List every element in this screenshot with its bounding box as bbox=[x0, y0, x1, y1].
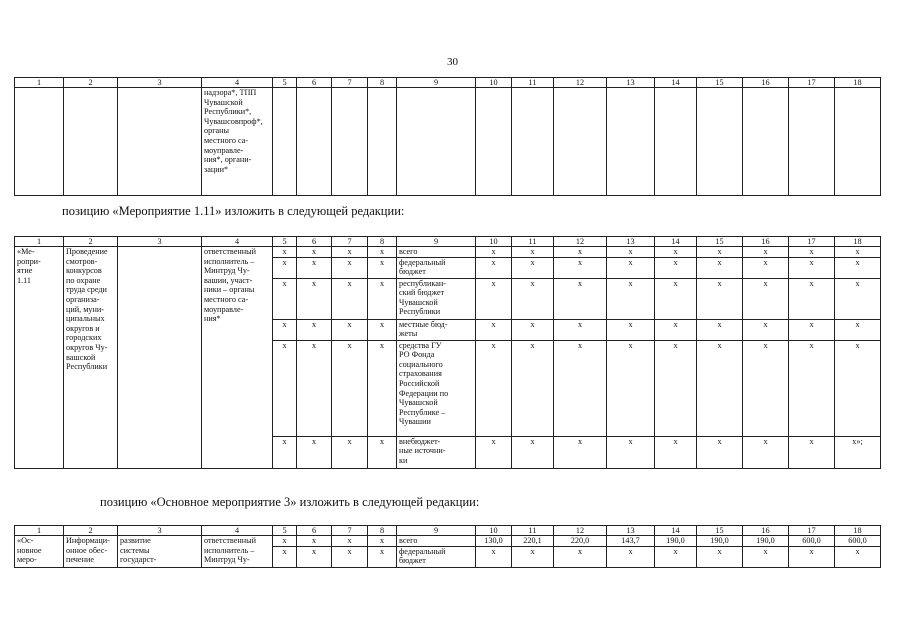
column-number: 5 bbox=[273, 237, 297, 247]
funding-source-cell: федеральный бюджет bbox=[397, 257, 476, 278]
value-cell: x bbox=[835, 247, 881, 258]
table-row bbox=[15, 88, 881, 196]
measure-name-cell: Проведение смотров- конкурсов по охране труда среди организа- ций, муни- ципальных округов и городских округов Чу- вашской Республики bbox=[64, 247, 118, 469]
instruction-text: позицию «Основное мероприятие 3» изложить в следующей редакции: bbox=[100, 495, 480, 509]
executor-cell: ответственный исполнитель – Минтруд Чу- вашии, участ- ники – органы местного са- моуправле- ния* bbox=[202, 247, 273, 469]
measure-code-cell: «Ос- новное меро- bbox=[15, 536, 64, 568]
column-number: 14 bbox=[655, 78, 697, 88]
header-row bbox=[15, 526, 881, 536]
value-cell: x bbox=[368, 247, 397, 258]
column-number: 8 bbox=[368, 237, 397, 247]
value-cell: x bbox=[273, 546, 297, 567]
value-cell: x bbox=[476, 257, 512, 278]
value-cell: x bbox=[607, 278, 655, 319]
value-cell: x bbox=[697, 257, 743, 278]
value-cell: x bbox=[835, 257, 881, 278]
value-cell: x bbox=[789, 257, 835, 278]
value-cell: x bbox=[368, 257, 397, 278]
value-cell: 130,0 bbox=[476, 536, 512, 547]
column-number: 17 bbox=[789, 526, 835, 536]
column-number: 13 bbox=[607, 526, 655, 536]
column-number: 11 bbox=[512, 237, 554, 247]
value-cell: x bbox=[512, 247, 554, 258]
value-cell: x bbox=[297, 319, 332, 340]
value-cell: x bbox=[476, 319, 512, 340]
value-cell: x bbox=[476, 546, 512, 567]
value-cell: x bbox=[554, 257, 607, 278]
column-number: 8 bbox=[368, 526, 397, 536]
column-number: 7 bbox=[332, 78, 368, 88]
column-number: 18 bbox=[835, 78, 881, 88]
value-cell: x bbox=[835, 319, 881, 340]
value-cell: x bbox=[273, 278, 297, 319]
value-cell: x bbox=[554, 247, 607, 258]
column-number: 4 bbox=[202, 78, 273, 88]
value-cell: x bbox=[607, 319, 655, 340]
column-number: 2 bbox=[64, 526, 118, 536]
value-cell: 190,0 bbox=[697, 536, 743, 547]
value-cell: x bbox=[297, 546, 332, 567]
value-cell: x bbox=[512, 257, 554, 278]
value-cell: x bbox=[743, 436, 789, 468]
column-number: 2 bbox=[64, 78, 118, 88]
value-cell: x bbox=[332, 340, 368, 436]
value-cell: x bbox=[332, 536, 368, 547]
value-cell: x bbox=[789, 247, 835, 258]
column-number: 17 bbox=[789, 78, 835, 88]
value-cell: x bbox=[512, 340, 554, 436]
value-cell: x bbox=[789, 546, 835, 567]
column-number: 17 bbox=[789, 237, 835, 247]
value-cell: x bbox=[835, 278, 881, 319]
participants-cell: надзора*, ТПП Чувашской Республики*, Чувашсовпроф*, органы местного са- моуправле- ния*, органи- зации* bbox=[202, 88, 273, 196]
value-cell: x bbox=[476, 247, 512, 258]
value-cell: x bbox=[476, 436, 512, 468]
value-cell: x bbox=[332, 546, 368, 567]
column-number: 14 bbox=[655, 526, 697, 536]
measure-code-cell: «Ме- ропри- ятие 1.11 bbox=[15, 247, 64, 469]
value-cell: x bbox=[368, 340, 397, 436]
column-number: 5 bbox=[273, 78, 297, 88]
value-cell: x bbox=[655, 319, 697, 340]
value-cell: x bbox=[655, 436, 697, 468]
column-number: 6 bbox=[297, 78, 332, 88]
value-cell: x bbox=[332, 247, 368, 258]
value-cell: x bbox=[789, 278, 835, 319]
value-cell: x bbox=[297, 247, 332, 258]
value-cell: x bbox=[512, 319, 554, 340]
value-cell: x bbox=[273, 319, 297, 340]
value-cell: x bbox=[332, 257, 368, 278]
value-cell: x bbox=[273, 536, 297, 547]
value-cell: x bbox=[743, 546, 789, 567]
value-cell: x bbox=[655, 340, 697, 436]
column-number: 16 bbox=[743, 237, 789, 247]
column-number: 18 bbox=[835, 237, 881, 247]
value-cell: x bbox=[655, 546, 697, 567]
value-cell: 600,0 bbox=[835, 536, 881, 547]
value-cell: x bbox=[607, 546, 655, 567]
column-number: 8 bbox=[368, 78, 397, 88]
value-cell: x bbox=[607, 340, 655, 436]
column-number: 3 bbox=[118, 526, 202, 536]
value-cell: x bbox=[297, 340, 332, 436]
value-cell: x bbox=[332, 319, 368, 340]
value-cell: x bbox=[297, 436, 332, 468]
funding-source-cell: местные бюд- жеты bbox=[397, 319, 476, 340]
value-cell: x bbox=[743, 340, 789, 436]
value-cell: x bbox=[835, 340, 881, 436]
value-cell: x bbox=[368, 536, 397, 547]
column-number: 1 bbox=[15, 78, 64, 88]
column-number: 4 bbox=[202, 237, 273, 247]
column-number: 5 bbox=[273, 526, 297, 536]
table-row bbox=[15, 247, 881, 258]
value-cell: x bbox=[697, 278, 743, 319]
table-main-measure-3 bbox=[14, 525, 881, 568]
value-cell: x bbox=[554, 278, 607, 319]
value-cell: x bbox=[512, 278, 554, 319]
column-number: 10 bbox=[476, 237, 512, 247]
value-cell: x bbox=[332, 278, 368, 319]
value-cell: x bbox=[554, 546, 607, 567]
value-cell: 190,0 bbox=[743, 536, 789, 547]
value-cell: x bbox=[697, 546, 743, 567]
column-number: 9 bbox=[397, 237, 476, 247]
goal-cell: развитие системы государст- bbox=[118, 536, 202, 568]
value-cell: x bbox=[273, 436, 297, 468]
value-cell: x bbox=[332, 436, 368, 468]
value-cell: x bbox=[835, 546, 881, 567]
column-number: 14 bbox=[655, 237, 697, 247]
column-number: 12 bbox=[554, 237, 607, 247]
column-number: 2 bbox=[64, 237, 118, 247]
value-cell: x bbox=[297, 536, 332, 547]
value-cell: 220,0 bbox=[554, 536, 607, 547]
table-continuation bbox=[14, 77, 881, 196]
value-cell: x bbox=[789, 319, 835, 340]
funding-source-cell: средства ГУ РО Фонда социального страхования Российской Федерации по Чувашской Республике – Чувашии bbox=[397, 340, 476, 436]
header-row bbox=[15, 237, 881, 247]
column-number: 3 bbox=[118, 78, 202, 88]
value-cell: x bbox=[789, 340, 835, 436]
value-cell: x bbox=[607, 436, 655, 468]
column-number: 12 bbox=[554, 526, 607, 536]
column-number: 18 bbox=[835, 526, 881, 536]
column-number: 16 bbox=[743, 78, 789, 88]
funding-source-cell: всего bbox=[397, 536, 476, 547]
page-number: 30 bbox=[447, 56, 458, 68]
value-cell: 143,7 bbox=[607, 536, 655, 547]
value-cell: x bbox=[655, 278, 697, 319]
funding-source-cell: внебюджет- ные источни- ки bbox=[397, 436, 476, 468]
value-cell: x bbox=[655, 257, 697, 278]
column-number: 7 bbox=[332, 526, 368, 536]
value-cell: x bbox=[607, 257, 655, 278]
value-cell: x bbox=[273, 340, 297, 436]
column-number: 6 bbox=[297, 237, 332, 247]
column-number: 10 bbox=[476, 78, 512, 88]
column-number: 4 bbox=[202, 526, 273, 536]
column-number: 1 bbox=[15, 526, 64, 536]
column-number: 7 bbox=[332, 237, 368, 247]
value-cell: x bbox=[697, 247, 743, 258]
value-cell: x bbox=[554, 340, 607, 436]
funding-source-cell: республикан- ский бюджет Чувашской Республики bbox=[397, 278, 476, 319]
header-row bbox=[15, 78, 881, 88]
value-cell: x bbox=[743, 257, 789, 278]
value-cell: x bbox=[368, 436, 397, 468]
funding-source-cell: федеральный бюджет bbox=[397, 546, 476, 567]
column-number: 13 bbox=[607, 237, 655, 247]
value-cell: x bbox=[512, 546, 554, 567]
table-row bbox=[15, 536, 881, 547]
value-cell: x bbox=[743, 278, 789, 319]
value-cell: x bbox=[297, 257, 332, 278]
column-number: 15 bbox=[697, 237, 743, 247]
funding-source-cell: всего bbox=[397, 247, 476, 258]
goal-cell bbox=[118, 247, 202, 469]
table-measure-1-11 bbox=[14, 236, 881, 469]
value-cell: x bbox=[273, 257, 297, 278]
value-cell: x bbox=[697, 340, 743, 436]
column-number: 15 bbox=[697, 526, 743, 536]
value-cell: 220,1 bbox=[512, 536, 554, 547]
instruction-text: позицию «Мероприятие 1.11» изложить в следующей редакции: bbox=[62, 204, 405, 218]
value-cell: x bbox=[655, 247, 697, 258]
value-cell: x bbox=[368, 319, 397, 340]
column-number: 16 bbox=[743, 526, 789, 536]
value-cell: x bbox=[512, 436, 554, 468]
measure-name-cell: Информаци- онное обес- печение bbox=[64, 536, 118, 568]
column-number: 15 bbox=[697, 78, 743, 88]
value-cell: x bbox=[554, 436, 607, 468]
value-cell: x bbox=[368, 278, 397, 319]
column-number: 12 bbox=[554, 78, 607, 88]
executor-cell: ответственный исполнитель – Минтруд Чу- bbox=[202, 536, 273, 568]
value-cell: x bbox=[297, 278, 332, 319]
value-cell: x bbox=[368, 546, 397, 567]
column-number: 11 bbox=[512, 526, 554, 536]
value-cell: x bbox=[697, 319, 743, 340]
value-cell: x bbox=[273, 247, 297, 258]
value-cell: x bbox=[554, 319, 607, 340]
column-number: 9 bbox=[397, 78, 476, 88]
value-cell: 190,0 bbox=[655, 536, 697, 547]
value-cell: x bbox=[789, 436, 835, 468]
column-number: 1 bbox=[15, 237, 64, 247]
column-number: 11 bbox=[512, 78, 554, 88]
column-number: 9 bbox=[397, 526, 476, 536]
column-number: 3 bbox=[118, 237, 202, 247]
value-cell: 600,0 bbox=[789, 536, 835, 547]
value-cell: x»; bbox=[835, 436, 881, 468]
value-cell: x bbox=[743, 247, 789, 258]
column-number: 13 bbox=[607, 78, 655, 88]
value-cell: x bbox=[607, 247, 655, 258]
value-cell: x bbox=[697, 436, 743, 468]
column-number: 6 bbox=[297, 526, 332, 536]
value-cell: x bbox=[476, 340, 512, 436]
column-number: 10 bbox=[476, 526, 512, 536]
value-cell: x bbox=[743, 319, 789, 340]
value-cell: x bbox=[476, 278, 512, 319]
